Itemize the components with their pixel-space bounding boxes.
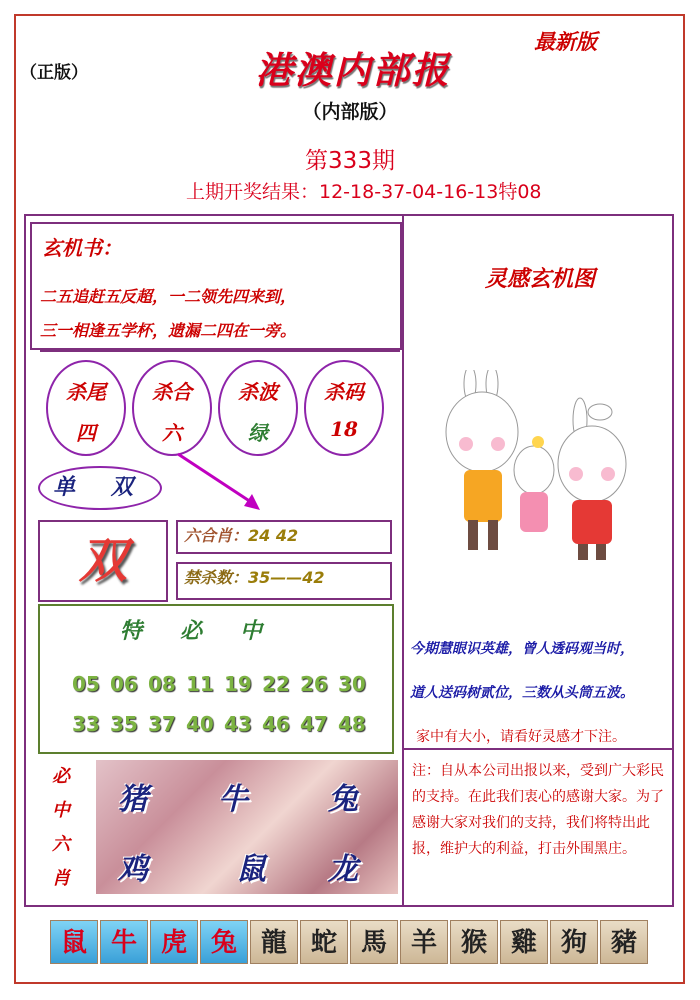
number: 48 xyxy=(338,712,366,736)
collage-image xyxy=(96,760,398,894)
zodiac-cell: 鼠 xyxy=(50,920,98,964)
oval-sha-bo xyxy=(218,360,298,456)
zodiac-cell: 蛇 xyxy=(300,920,348,964)
zodiac-cell: 馬 xyxy=(350,920,398,964)
oval-sha-wei xyxy=(46,360,126,456)
zodiac-word: 猪 xyxy=(118,782,148,817)
big-char-box xyxy=(38,520,168,602)
oval-title: 杀合 xyxy=(152,380,192,404)
jinsha-label: 禁杀数： xyxy=(184,568,249,587)
number: 08 xyxy=(148,672,176,696)
zodiac-word: 牛 xyxy=(218,782,248,817)
oval-title: 杀码 xyxy=(324,380,364,404)
zodiac-cell: 猴 xyxy=(450,920,498,964)
number: 11 xyxy=(186,672,214,696)
number: 06 xyxy=(110,672,138,696)
inspiration-line: 今期慧眼识英雄，曾人透码观当时， xyxy=(410,641,634,657)
zodiac-cell: 狗 xyxy=(550,920,598,964)
dan-shuang-oval: 单 双 xyxy=(38,466,162,510)
oval-value: 绿 xyxy=(248,421,268,445)
bizhong-label: 必中六肖 xyxy=(52,766,70,889)
number: 35 xyxy=(110,712,138,736)
inspiration-note: 家中有大小，请看好灵感才下注。 xyxy=(416,729,626,745)
page-subtitle: （内部版） xyxy=(302,101,398,123)
liuhe-label: 六合肖： xyxy=(184,526,249,545)
zodiac-word: 兔 xyxy=(328,782,358,817)
big-char: 双 xyxy=(78,533,127,589)
edition-label: （正版） xyxy=(20,63,88,83)
notice-text: 注：自从本公司出报以来，受到广大彩民的支持。在此我们衷心的感谢大家。为了感谢大家对我们的支持，我们将特出此报，维护大的利益，打击外围黑庄。 xyxy=(412,763,664,857)
inspiration-line: 道人送码树贰位，三数从头筒五波。 xyxy=(410,685,634,701)
xuanji-line: 三一相逢五学杯，遗漏二四在一旁。 xyxy=(40,321,297,340)
number: 43 xyxy=(224,712,252,736)
zodiac-cell: 牛 xyxy=(100,920,148,964)
zodiac-cell: 龍 xyxy=(250,920,298,964)
zodiac-bar xyxy=(50,920,648,964)
number: 05 xyxy=(72,672,100,696)
number: 47 xyxy=(300,712,328,736)
xuanji-line: 二五追赶五反超，一二领先四来到， xyxy=(40,287,297,306)
zodiac-cell: 兔 xyxy=(200,920,248,964)
number: 33 xyxy=(72,712,100,736)
zodiac-cell: 雞 xyxy=(500,920,548,964)
rabbit-family-illustration xyxy=(440,370,650,570)
zodiac-word: 鼠 xyxy=(236,852,266,887)
jinsha-value: 35——42 xyxy=(248,568,325,587)
number: 37 xyxy=(148,712,176,736)
number: 40 xyxy=(186,712,214,736)
oval-value: 六 xyxy=(162,421,182,445)
zodiac-word: 鸡 xyxy=(118,852,148,887)
number: 30 xyxy=(338,672,366,696)
zodiac-cell: 羊 xyxy=(400,920,448,964)
last-result: 上期开奖结果：12-18-37-04-16-13特08 xyxy=(186,181,542,203)
oval-sha-ma xyxy=(304,360,384,456)
column-divider xyxy=(402,214,404,907)
zodiac-cell: 虎 xyxy=(150,920,198,964)
arrow-icon xyxy=(170,448,270,518)
oval-title: 杀尾 xyxy=(66,380,106,404)
xuanji-heading: 玄机书： xyxy=(42,236,122,260)
section-divider xyxy=(40,350,400,352)
right-divider xyxy=(404,748,674,750)
zodiac-word: 龙 xyxy=(328,852,358,887)
jinsha-box xyxy=(176,562,392,600)
oval-sha-he xyxy=(132,360,212,456)
liuhe-value: 24 42 xyxy=(248,526,299,545)
number: 46 xyxy=(262,712,290,736)
inspiration-heading: 灵感玄机图 xyxy=(484,266,595,292)
oval-title: 杀波 xyxy=(238,380,278,404)
issue-number: 第333期 xyxy=(305,148,395,174)
number: 22 xyxy=(262,672,290,696)
page-title: 港澳内部报 xyxy=(255,48,451,92)
oval-value: 四 xyxy=(76,421,96,445)
liuhe-box xyxy=(176,520,392,554)
number: 19 xyxy=(224,672,252,696)
oval-value: 18 xyxy=(330,417,358,441)
latest-label: 最新版 xyxy=(534,29,597,54)
tebi-title: 特必中 xyxy=(120,618,301,644)
zodiac-cell: 豬 xyxy=(600,920,648,964)
number: 26 xyxy=(300,672,328,696)
